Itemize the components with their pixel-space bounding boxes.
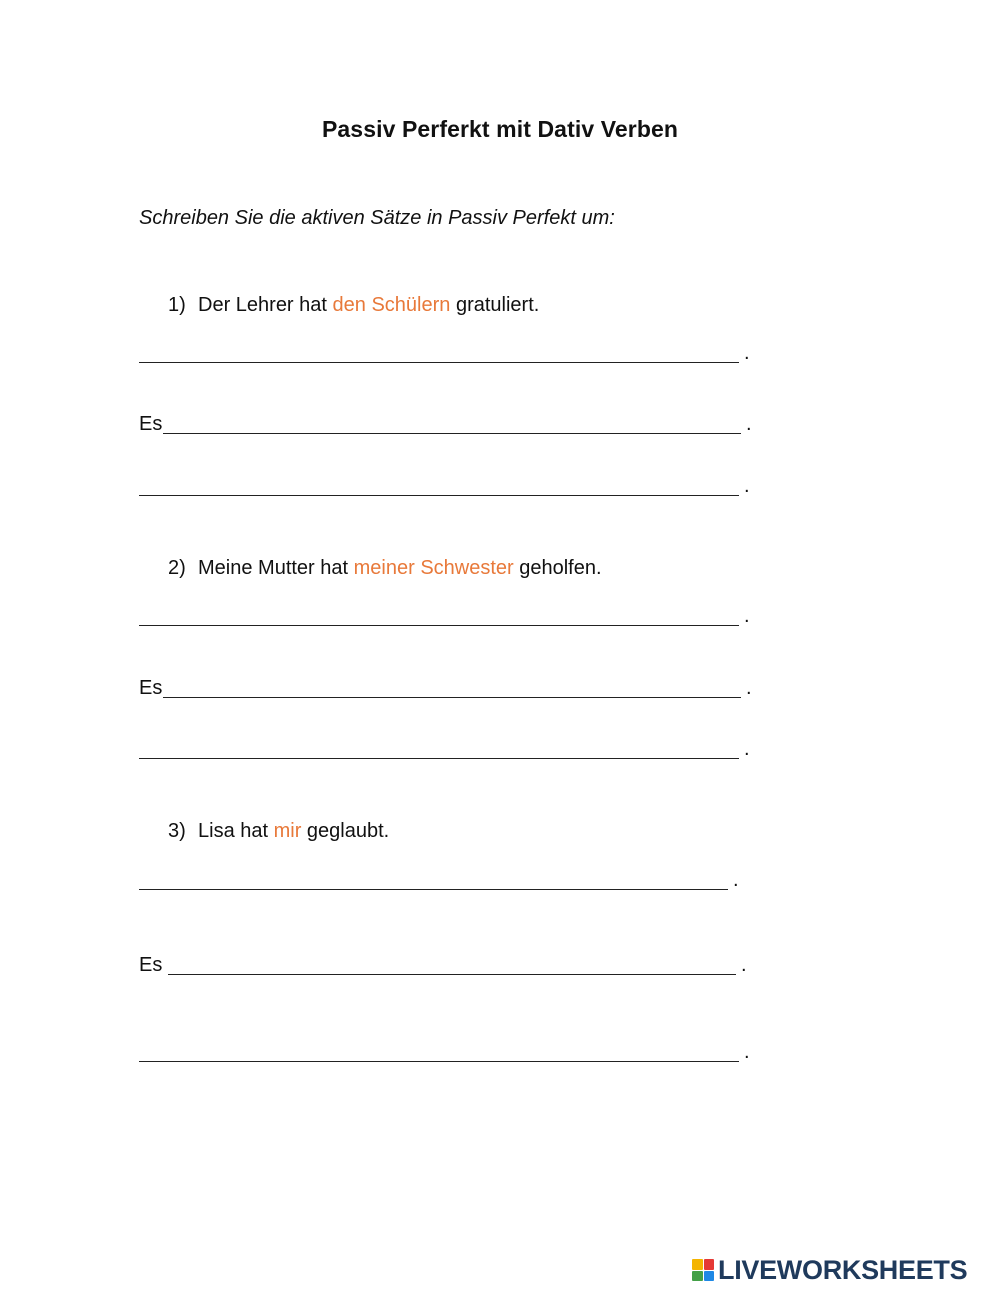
liveworksheets-logo-icon: [692, 1259, 714, 1281]
answer-blank[interactable]: [168, 974, 736, 975]
sentence-text: Lisa hat: [198, 820, 274, 842]
exercise-number: 1): [168, 294, 186, 316]
answer-line[interactable]: [139, 470, 759, 500]
answer-blank[interactable]: [139, 362, 739, 363]
answer-blank[interactable]: [139, 1061, 739, 1062]
sentence-text: Der Lehrer hat: [198, 294, 333, 316]
sentence-text: gratuliert.: [450, 294, 540, 316]
exercise-number: 3): [168, 820, 186, 842]
answer-blank[interactable]: [163, 433, 741, 434]
line-end-period: .: [746, 413, 752, 435]
answer-line[interactable]: [139, 1036, 759, 1066]
answer-prefix: Es: [139, 413, 163, 435]
exercise-sentence: [168, 294, 539, 317]
line-end-period: .: [744, 475, 750, 497]
answer-blank[interactable]: [139, 625, 739, 626]
answer-line[interactable]: [139, 672, 759, 702]
answer-blank[interactable]: [139, 758, 739, 759]
answer-blank[interactable]: [139, 889, 728, 890]
answer-line[interactable]: [139, 949, 759, 979]
answer-line[interactable]: [139, 600, 759, 630]
answer-line[interactable]: [139, 864, 759, 894]
line-end-period: .: [744, 738, 750, 760]
brand-name: LIVEWORKSHEETS: [718, 1254, 968, 1285]
sentence-text: geholfen.: [513, 557, 602, 579]
line-end-period: .: [746, 677, 752, 699]
answer-line[interactable]: [139, 408, 759, 438]
logo-square-icon: [704, 1259, 715, 1270]
line-end-period: .: [744, 605, 750, 627]
line-end-period: .: [744, 342, 750, 364]
sentence-text: Meine Mutter hat: [198, 557, 354, 579]
logo-square-icon: [704, 1271, 715, 1282]
answer-line[interactable]: [139, 337, 759, 367]
line-end-period: .: [733, 869, 739, 891]
dative-highlight: den Schülern: [332, 294, 451, 316]
exercise-number: 2): [168, 557, 186, 579]
sentence-text: geglaubt.: [301, 820, 390, 842]
dative-highlight: mir: [273, 820, 302, 842]
exercise-sentence: [168, 820, 389, 843]
answer-blank[interactable]: [139, 495, 739, 496]
instruction-text: Schreiben Sie die aktiven Sätze in Passiv Perfekt um:: [139, 207, 615, 229]
answer-prefix: Es: [139, 677, 163, 699]
liveworksheets-logo: [692, 1256, 967, 1284]
answer-blank[interactable]: [163, 697, 741, 698]
dative-highlight: meiner Schwester: [353, 557, 514, 579]
line-end-period: .: [741, 954, 747, 976]
line-end-period: .: [744, 1041, 750, 1063]
page-title: Passiv Perferkt mit Dativ Verben: [321, 116, 679, 142]
answer-prefix: Es: [139, 954, 163, 976]
logo-square-icon: [692, 1271, 703, 1282]
answer-line[interactable]: [139, 733, 759, 763]
logo-square-icon: [692, 1259, 703, 1270]
exercise-sentence: [168, 557, 602, 580]
